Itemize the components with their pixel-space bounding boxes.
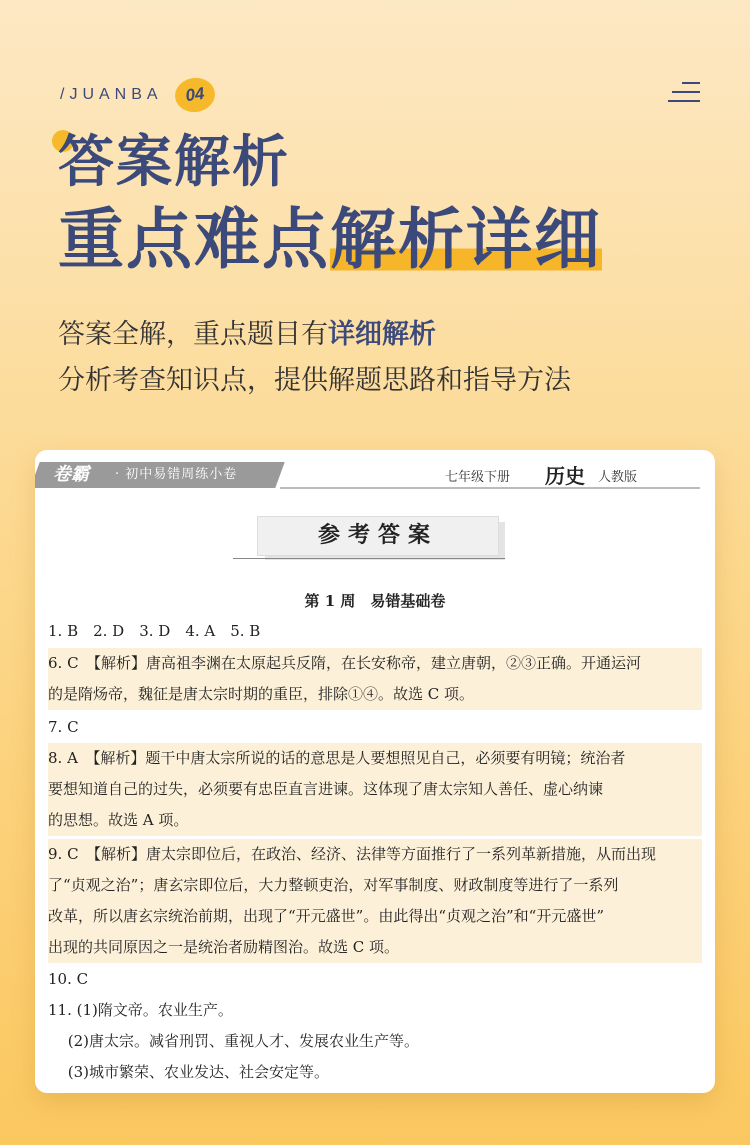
answer-item-9 (48, 839, 702, 963)
answer-line: 的思想。故选 A 项。 (48, 811, 189, 829)
edition-label: 人教版 (598, 470, 638, 485)
sheet-header (35, 450, 715, 496)
answer-sheet-card (35, 450, 715, 1093)
answer-line: 9. C 【解析】唐太宗即位后，在政治、经济、法律等方面推行了一系列革新措施，从而出现 (48, 845, 657, 863)
answer-line: 要想知道自己的过失，必须要有忠臣直言进谏。这体现了唐太宗知人善任、虚心纳谏 (48, 780, 604, 798)
answer-line: 8. A 【解析】题干中唐太宗所说的话的意思是人要想照见自己，必须要有明镜；统治者 (48, 749, 626, 767)
brand-text: /JUANBA (60, 86, 163, 103)
header-rule (280, 487, 700, 489)
headline-line2-highlight: 解析详细 (330, 201, 602, 278)
answer-item-6 (48, 648, 702, 710)
subject-label: 历史 (545, 464, 585, 488)
intro-line1-emphasis: 详细解析 (328, 319, 436, 350)
answer-item-1-5 (48, 616, 260, 647)
answer-line: 11. (1)隋文帝。农业生产。 (48, 1001, 233, 1019)
headline-line2 (58, 200, 602, 280)
sheet-title: 参考答案 (257, 516, 499, 556)
title-underline (233, 558, 505, 559)
answer-item-11 (48, 995, 419, 1088)
answer-line: 出现的共同原因之一是统治者励精图治。故选 C 项。 (48, 938, 400, 956)
headline-line1: 答案解析 (58, 130, 290, 195)
grade-label: 七年级下册 (445, 470, 511, 485)
intro-text (58, 312, 571, 404)
answer-item-7 (48, 712, 79, 743)
brand-badge: 04 (172, 75, 216, 114)
intro-line2: 分析考查知识点，提供解题思路和指导方法 (58, 365, 571, 396)
answer-line: 10. C (48, 970, 89, 988)
series-name: · 初中易错周练小卷 (115, 467, 238, 482)
answer-item-8 (48, 743, 702, 836)
answer-line: 改革，所以唐玄宗统治前期，出现了“开元盛世”。由此得出“贞观之治”和“开元盛世” (48, 907, 605, 925)
answer-line: (3)城市繁荣、农业发达、社会安定等。 (48, 1063, 330, 1081)
answer-line: 1. B 2. D 3. D 4. A 5. B (48, 622, 261, 640)
answer-line: 的是隋炀帝，魏征是唐太宗时期的重臣，排除①④。故选 C 项。 (48, 685, 475, 703)
answer-line: 7. C (48, 718, 79, 736)
menu-icon[interactable] (668, 82, 700, 104)
intro-line1-plain: 答案全解，重点题目有 (58, 319, 328, 350)
answer-line: (2)唐太宗。减省刑罚、重视人才、发展农业生产等。 (48, 1032, 420, 1050)
answer-item-10 (48, 964, 88, 995)
brand (60, 78, 215, 112)
series-logo: 卷霸 (53, 464, 89, 485)
week-heading: 第 1 周 易错基础卷 (304, 592, 446, 610)
answer-line: 6. C 【解析】唐高祖李渊在太原起兵反隋，在长安称帝，建立唐朝，②③正确。开通运河 (48, 654, 642, 672)
answer-line: 了“贞观之治”；唐玄宗即位后，大力整顿吏治，对军事制度、财政制度等进行了一系列 (48, 876, 619, 894)
headline-line2-plain: 重点难点 (58, 201, 330, 278)
